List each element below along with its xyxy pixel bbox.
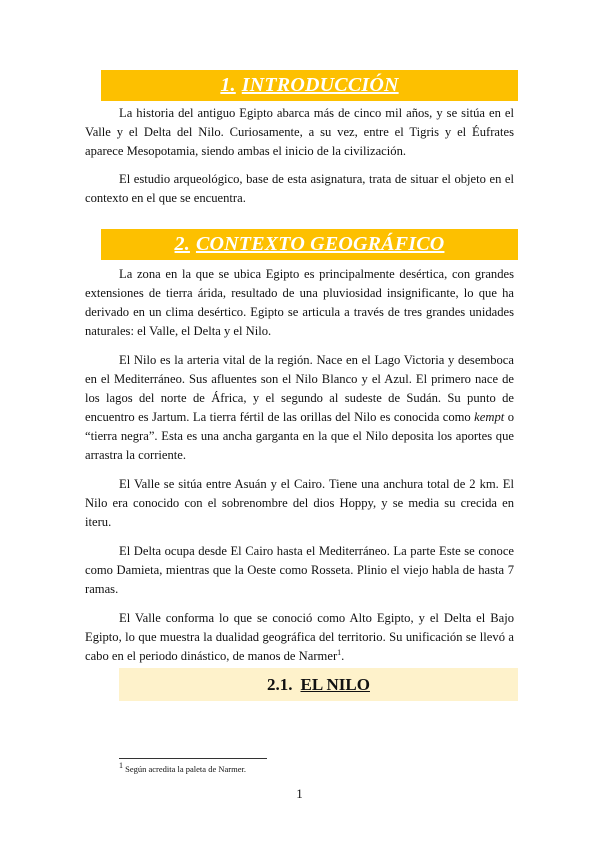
paragraph-text: El Nilo es la arteria vital de la región. Nace en el Lago Victoria y desemboca en el Mediterráneo. Sus afluentes son el Nilo Blanco y el Azul. El primero nace de los lagos del norte de África, y el segundo al sudeste de Sudán. Su punto de encuentro es Jartum. La tierra fértil de las orillas del Nilo es conocida como [85, 353, 514, 424]
heading-contexto-geografico [101, 229, 518, 260]
heading-number: 1. [220, 74, 236, 96]
footnote-reference[interactable]: 1 [337, 647, 342, 657]
section-contexto-text [85, 265, 514, 666]
subheading-number: 2.1. [267, 674, 293, 694]
footnote-divider [119, 758, 267, 759]
paragraph [85, 609, 514, 666]
heading-title: CONTEXTO GEOGRÁFICO [195, 233, 445, 255]
subheading-el-nilo [119, 668, 518, 701]
heading-number: 2. [174, 233, 190, 255]
section-intro-text [85, 104, 514, 208]
paragraph-text: o “tierra negra”. Esta es una ancha garganta en la que el Nilo deposita los aportes que arrastra la corriente. [85, 410, 514, 462]
footnote [119, 761, 246, 774]
emphasis-term: kempt [474, 410, 505, 424]
heading-title: INTRODUCCIÓN [241, 74, 399, 96]
paragraph: El estudio arqueológico, base de esta asignatura, trata de situar el objeto en el contexto en el que se encuentra. [85, 172, 514, 205]
footnote-text: Según acredita la paleta de Narmer. [125, 764, 246, 774]
paragraph-text: El Valle conforma lo que se conoció como Alto Egipto, y el Delta el Bajo Egipto, lo que muestra la dualidad geográfica del territorio. Su unificación se llevó a cabo en el periodo dinástico, de manos de Narmer [85, 611, 514, 663]
subheading-title: EL NILO [300, 674, 370, 694]
heading-introduccion [101, 70, 518, 101]
paragraph [85, 351, 514, 465]
paragraph: El Delta ocupa desde El Cairo hasta el Mediterráneo. La parte Este se conoce como Damieta, mientras que la Oeste como Rosseta. Plinio el viejo habla de hasta 7 ramas. [85, 544, 514, 596]
page-number: 1 [296, 786, 303, 801]
paragraph: La historia del antiguo Egipto abarca más de cinco mil años, y se sitúa en el Valle y el Delta del Nilo. Curiosamente, a su vez, entre el Tigris y el Éufrates aparece Mesopotamia, siendo ambas el inicio de la civilización. [85, 106, 514, 158]
paragraph: La zona en la que se ubica Egipto es principalmente desértica, con grandes extensiones de tierra árida, resultado de una pluviosidad insignificante, lo que ha derivado en un clima desértico. Egipto se articula a través de tres grandes unidades naturales: el Valle, el Delta y el Nilo. [85, 267, 514, 338]
footnote-mark: 1 [119, 761, 123, 771]
paragraph: El Valle se sitúa entre Asuán y el Cairo. Tiene una anchura total de 2 km. El Nilo era conocido con el sobrenombre del dios Hoppy, y se media su crecida en iteru. [85, 477, 514, 529]
paragraph-text: . [341, 649, 345, 663]
